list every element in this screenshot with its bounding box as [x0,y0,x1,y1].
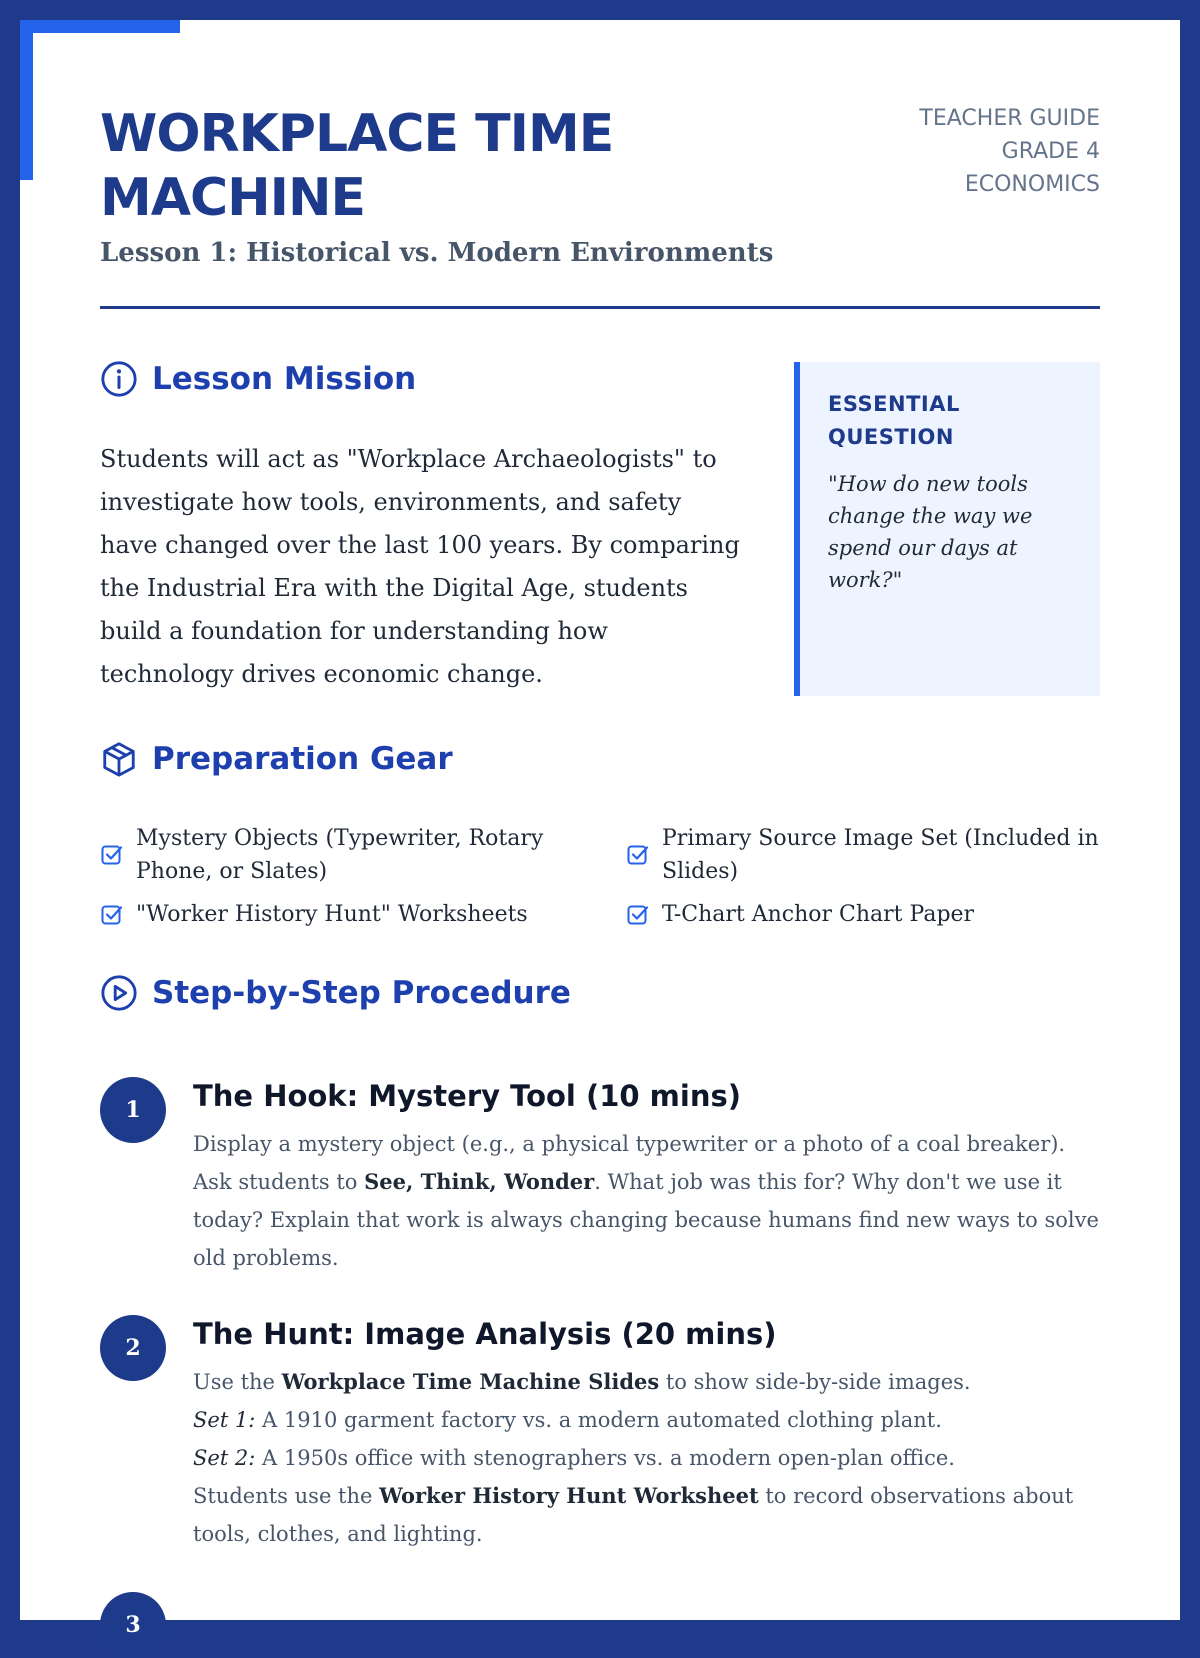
section-heading-label: Lesson Mission [152,361,417,397]
essential-question-text: "How do new tools change the way we spend our days at work?" [828,472,1033,592]
step-title: The Hunt: Image Analysis (20 mins) [193,1317,777,1351]
lesson-subtitle: Lesson 1: Historical vs. Modern Environments [100,238,774,268]
meta-line: TEACHER GUIDE [919,106,1100,131]
section-heading-label: Step-by-Step Procedure [152,975,571,1011]
box-icon [100,740,138,778]
step-title: The Hook: Mystery Tool (10 mins) [193,1079,741,1113]
gear-item [626,898,1100,931]
mission-text: Students will act as "Workplace Archaeologists" to investigate how tools, environments, and safety have changed over the last 100 years. By comparing the Industrial Era with the Digital Age, students build a foundation for understanding how technology drives economic change. [100,445,740,688]
section-heading-mission [100,360,416,398]
section-heading-procedure [100,974,571,1012]
page-sheet [20,20,1180,1638]
gear-item [626,822,1100,888]
header-divider [100,306,1100,309]
section-heading-label: Preparation Gear [152,741,453,777]
gear-item-label: "Worker History Hunt" Worksheets [136,902,528,927]
checkbox-icon [626,898,652,931]
step-number: 2 [100,1315,166,1381]
gear-item [100,898,626,931]
gear-list [100,822,1100,931]
page-title: WORKPLACE TIME MACHINE [100,104,614,228]
gear-item [100,822,626,888]
checkbox-icon [100,838,126,871]
gear-item-label: Primary Source Image Set (Included in Slides) [662,826,1099,884]
step-body: Use the Workplace Time Machine Slides to show side-by-side images. Set 1: A 1910 garment factory vs. a modern automated clothing plant. Set 2: A 1950s office with stenographers vs. a modern open-plan office. Students use the Worker History Hunt Worksheet to record observations about tools, clothes, and lighting. [193,1369,1074,1546]
step-number: 1 [100,1077,166,1143]
checkbox-icon [626,838,652,871]
play-circle-icon [100,974,138,1012]
step-number: 3 [100,1592,166,1658]
checkbox-icon [100,898,126,931]
essential-question-label: ESSENTIAL QUESTION [828,392,960,449]
guide-meta [919,102,1100,201]
section-heading-gear [100,740,453,778]
step-body: Display a mystery object (e.g., a physical typewriter or a photo of a coal breaker). Ask students to See, Think, Wonder. What job was this for? Why don't we use it today? Explain that work is always changing because humans find new ways to solve old problems. [193,1132,1099,1270]
gear-item-label: Mystery Objects (Typewriter, Rotary Phone, or Slates) [136,826,544,884]
info-icon [100,360,138,398]
essential-question-box [794,362,1100,696]
meta-line: ECONOMICS [964,172,1100,197]
gear-item-label: T-Chart Anchor Chart Paper [662,902,975,927]
meta-line: GRADE 4 [1001,139,1100,164]
